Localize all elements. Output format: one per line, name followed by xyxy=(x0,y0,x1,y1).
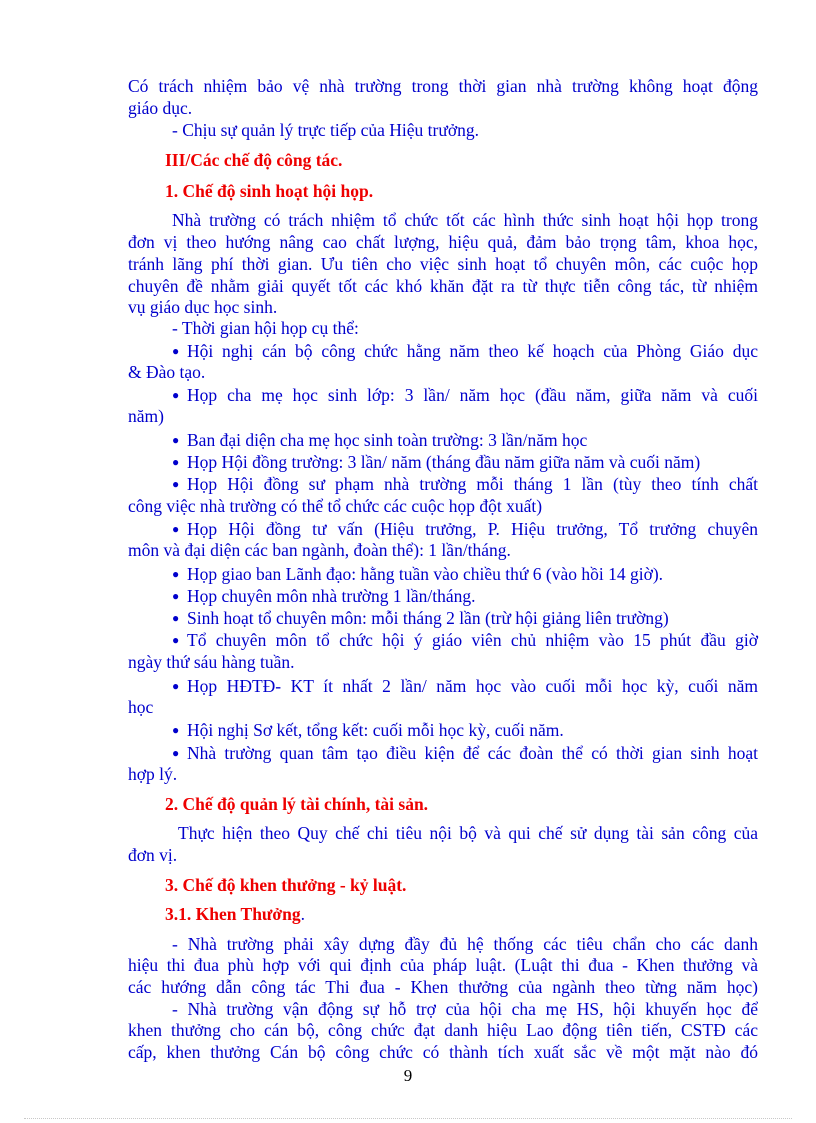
list-item: ● Họp Hội đồng tư vấn (Hiệu trưởng, P. Hiệu trưởng, Tổ trưởng chuyên xyxy=(172,519,758,539)
bullet-icon: ● xyxy=(172,723,180,737)
subsection-heading: 1. Chế độ sinh hoạt hội họp. xyxy=(165,181,374,201)
bullet-icon: ● xyxy=(172,477,180,491)
list-item: ● Hội nghị Sơ kết, tổng kết: cuối mỗi học kỳ, cuối năm. xyxy=(172,720,564,740)
bullet-icon: ● xyxy=(172,589,180,603)
text-line: - Nhà trường phải xây dựng đầy đủ hệ thống các tiêu chẩn cho các danh xyxy=(172,934,758,954)
text-line: ngày thứ sáu hàng tuần. xyxy=(128,652,295,672)
text-line: tránh lãng phí thời gian. Ưu tiên cho việc sinh hoạt tổ chuyên môn, các cuộc họp xyxy=(128,254,758,274)
list-item: ● Họp giao ban Lãnh đạo: hằng tuần vào chiều thứ 6 (vào hồi 14 giờ). xyxy=(172,564,664,584)
subsection-heading: 3.1. Khen Thưởng. xyxy=(165,904,305,924)
text-line: & Đào tạo. xyxy=(128,362,206,382)
text-line: năm) xyxy=(128,406,164,426)
text-line: học xyxy=(128,697,154,717)
bullet-icon: ● xyxy=(172,633,180,647)
text-line: công việc nhà trường có thể tổ chức các cuộc họp đột xuất) xyxy=(128,496,543,516)
bullet-icon: ● xyxy=(172,746,180,760)
list-item: ● Tổ chuyên môn tổ chức hội ý giáo viên chủ nhiệm vào 15 phút đầu giờ xyxy=(172,630,758,650)
text-line: Thực hiện theo Quy chế chi tiêu nội bộ và qui chế sử dụng tài sản công của xyxy=(178,823,758,843)
text-line: - Chịu sự quản lý trực tiếp của Hiệu trưởng. xyxy=(172,120,479,140)
text-line: cấp, khen thưởng Cán bộ công chức có thành tích xuất sắc về một mặt nào đó xyxy=(128,1042,758,1062)
text-line: Có trách nhiệm bảo vệ nhà trường trong thời gian nhà trường không hoạt động xyxy=(128,76,758,96)
page-number: 9 xyxy=(403,1066,413,1085)
text-line: hợp lý. xyxy=(128,764,178,784)
page-bottom-rule xyxy=(24,1118,792,1119)
list-item: ● Họp Hội đồng sư phạm nhà trường mỗi tháng 1 lần (tùy theo tính chất xyxy=(172,474,758,494)
bullet-icon: ● xyxy=(172,522,180,536)
list-item: ● Họp chuyên môn nhà trường 1 lần/tháng. xyxy=(172,586,476,606)
list-item: ● Nhà trường quan tâm tạo điều kiện để các đoàn thể có thời gian sinh hoạt xyxy=(172,743,758,763)
bullet-icon: ● xyxy=(172,455,180,469)
bullet-icon: ● xyxy=(172,611,180,625)
section-heading: III/Các chế độ công tác. xyxy=(165,150,343,170)
list-item: ● Ban đại diện cha mẹ học sinh toàn trường: 3 lần/năm học xyxy=(172,430,588,450)
list-item: ● Họp Hội đồng trường: 3 lần/ năm (tháng đầu năm giữa năm và cuối năm) xyxy=(172,452,701,472)
text-line: đơn vị theo hướng nâng cao chất lượng, hiệu quả, đảm bảo trọng tâm, khoa học, xyxy=(128,232,758,252)
text-line: Nhà trường có trách nhiệm tổ chức tốt các hình thức sinh hoạt hội họp trong xyxy=(172,210,758,230)
list-item: ● Họp cha mẹ học sinh lớp: 3 lần/ năm học (đầu năm, giữa năm và cuối xyxy=(172,385,758,405)
bullet-icon: ● xyxy=(172,679,180,693)
bullet-icon: ● xyxy=(172,344,180,358)
text-line: hiệu thi đua phù hợp với qui định của pháp luật. (Luật thi đua - Khen thưởng và xyxy=(128,955,758,975)
bullet-icon: ● xyxy=(172,388,180,402)
text-line: khen thưởng cho cán bộ, công chức đạt danh hiệu Lao động tiên tiến, CSTĐ các xyxy=(128,1020,758,1040)
list-item: ● Sinh hoạt tổ chuyên môn: mỗi tháng 2 lần (trừ hội giảng liên trường) xyxy=(172,608,669,628)
subsection-heading: 3. Chế độ khen thưởng - kỷ luật. xyxy=(165,875,407,895)
text-line: giáo dục. xyxy=(128,98,193,118)
text-line: chuyên đề nhằm giải quyết tốt các khó khăn đặt ra từ thực tiễn công tác, từ nhiệm xyxy=(128,276,758,296)
bullet-icon: ● xyxy=(172,567,180,581)
subsection-heading: 2. Chế độ quản lý tài chính, tài sản. xyxy=(165,794,429,814)
text-line: đơn vị. xyxy=(128,845,178,865)
text-line: - Thời gian hội họp cụ thể: xyxy=(172,318,359,338)
text-line: các hướng dẫn công tác Thi đua - Khen thưởng của ngành theo từng năm học) xyxy=(128,977,758,997)
list-item: ● Họp HĐTĐ- KT ít nhất 2 lần/ năm học vào cuối mỗi học kỳ, cuối năm xyxy=(172,676,758,696)
bullet-icon: ● xyxy=(172,433,180,447)
text-line: - Nhà trường vận động sự hỗ trợ của hội cha mẹ HS, hội khuyến học để xyxy=(172,999,758,1019)
text-line: môn và đại diện các ban ngành, đoàn thể): 1 lần/tháng. xyxy=(128,540,511,560)
text-line: vụ giáo dục học sinh. xyxy=(128,297,278,317)
list-item: ● Hội nghị cán bộ công chức hằng năm theo kế hoạch của Phòng Giáo dục xyxy=(172,341,758,361)
